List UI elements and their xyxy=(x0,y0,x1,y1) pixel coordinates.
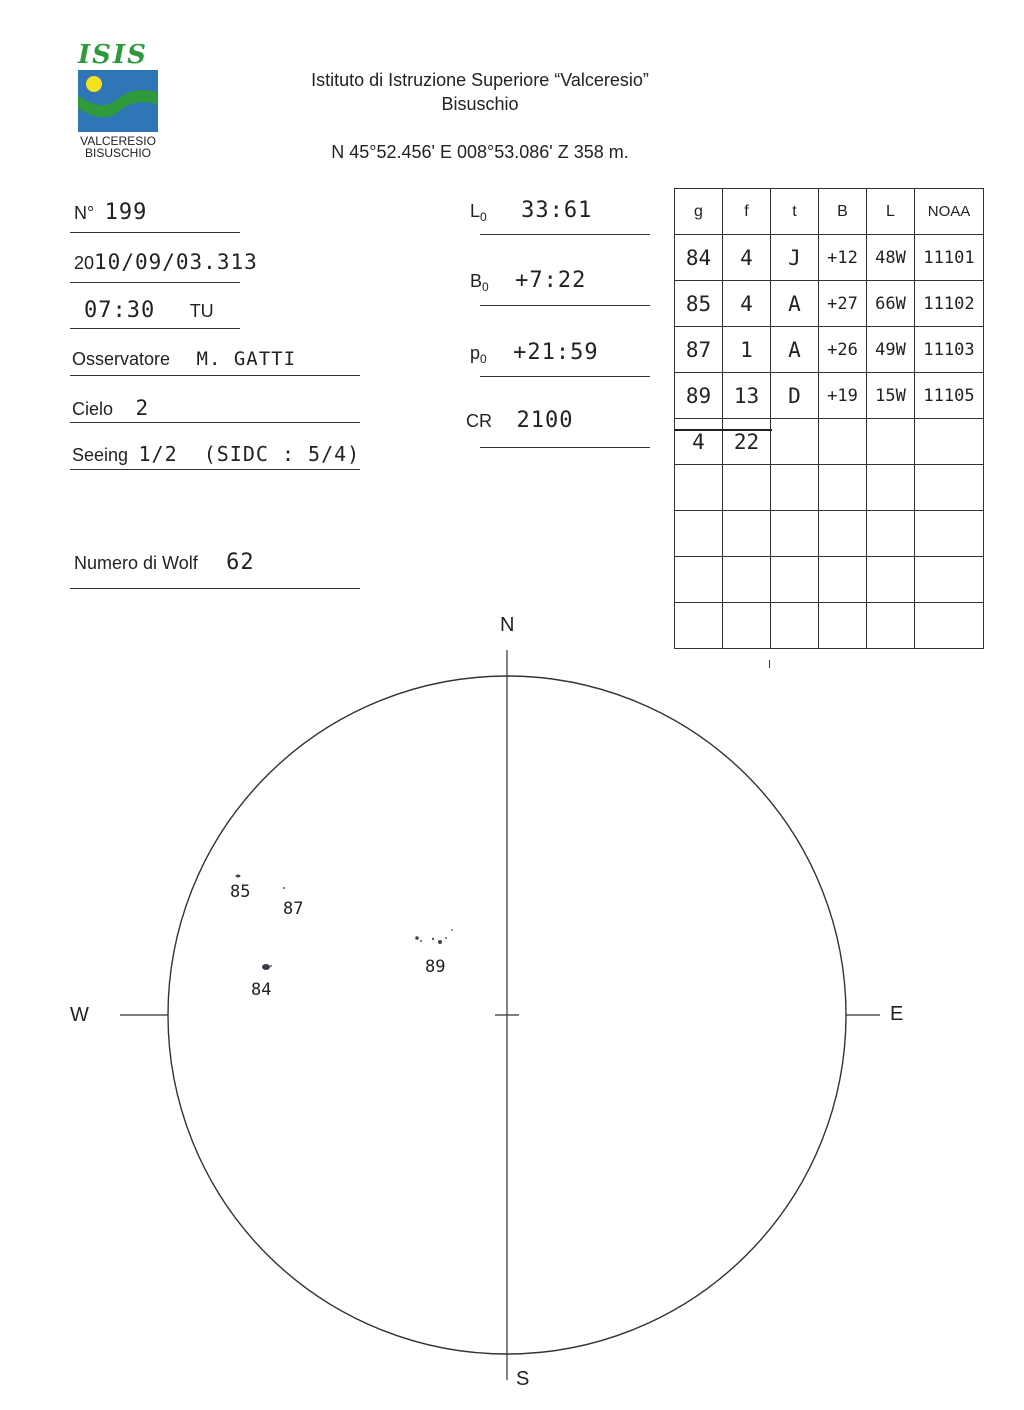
cell-l: 66W xyxy=(867,281,915,327)
l0-underline xyxy=(480,234,650,235)
cell-b: +26 xyxy=(819,327,867,373)
cell-g: 87 xyxy=(675,327,723,373)
institute-town: Bisuschio xyxy=(441,94,519,114)
b0-underline xyxy=(480,305,650,306)
institute-name: Istituto di Istruzione Superiore “Valceresio” xyxy=(311,70,649,90)
direction-south: S xyxy=(516,1368,530,1390)
cell-f: 13 xyxy=(723,373,771,419)
time-unit: TU xyxy=(189,301,214,321)
field-seeing xyxy=(72,442,360,466)
observer-label: Osservatore xyxy=(72,349,171,369)
cr-label: CR xyxy=(466,411,492,431)
cell-f: 4 xyxy=(723,281,771,327)
logo-icon xyxy=(78,70,158,132)
sunspot-group-85-spots xyxy=(236,875,241,878)
direction-west: W xyxy=(70,1004,89,1026)
cell-g xyxy=(675,465,723,511)
field-time xyxy=(84,298,214,323)
cell-b xyxy=(819,557,867,603)
group-label-87: 87 xyxy=(283,899,304,919)
date-value: 10/09/03.313 xyxy=(94,250,258,274)
cell-l: 49W xyxy=(867,327,915,373)
field-sky xyxy=(72,396,149,420)
number-value: 199 xyxy=(104,200,148,225)
wolf-label: Numero di Wolf xyxy=(74,553,198,573)
cell-l: 15W xyxy=(867,373,915,419)
cell-b xyxy=(819,419,867,465)
cell-t: J xyxy=(771,235,819,281)
date-prefix: 20 xyxy=(74,253,95,273)
sky-value: 2 xyxy=(135,396,150,420)
sunspot-group-89-spots xyxy=(415,929,453,944)
table-row xyxy=(675,373,984,419)
header-noaa: NOAA xyxy=(915,189,984,235)
site-coordinates: N 45°52.456' E 008°53.086' Z 358 m. xyxy=(331,142,629,162)
cell-b xyxy=(819,511,867,557)
sunspot-group-87-spots xyxy=(283,887,285,889)
l0-label: $L_0$ xyxy=(470,201,487,224)
table-row xyxy=(675,419,984,465)
seeing-value: 1/2 (SIDC : 5/4) xyxy=(138,442,361,466)
field-date xyxy=(74,250,258,274)
b0-label: $B_0$ xyxy=(470,271,489,294)
header-f: f xyxy=(723,189,771,235)
header-l: L xyxy=(867,189,915,235)
cell-g: 84 xyxy=(675,235,723,281)
cell-noaa: 11101 xyxy=(915,235,984,281)
cell-t xyxy=(771,557,819,603)
field-number xyxy=(74,200,147,225)
group-label-84: 84 xyxy=(251,980,272,1000)
field-p0 xyxy=(470,340,599,366)
time-underline xyxy=(70,328,240,329)
wolf-underline xyxy=(70,588,360,589)
cell-l xyxy=(867,511,915,557)
cr-value: 2100 xyxy=(516,408,574,433)
cell-g: 85 xyxy=(675,281,723,327)
cell-t: D xyxy=(771,373,819,419)
cell-f: 4 xyxy=(723,235,771,281)
field-wolf xyxy=(74,550,255,575)
solar-disk-drawing xyxy=(0,600,1024,1400)
cell-b: +27 xyxy=(819,281,867,327)
table-row xyxy=(675,557,984,603)
direction-north: N xyxy=(500,614,515,636)
observer-underline xyxy=(70,375,360,376)
cell-b xyxy=(819,465,867,511)
cell-f xyxy=(723,557,771,603)
table-row xyxy=(675,235,984,281)
table-row xyxy=(675,327,984,373)
cr-underline xyxy=(480,447,650,448)
cell-noaa xyxy=(915,465,984,511)
group-label-85: 85 xyxy=(230,882,251,902)
date-underline xyxy=(70,282,240,283)
cell-f: 22 xyxy=(723,419,771,465)
number-underline xyxy=(70,232,240,233)
table-header-row xyxy=(675,189,984,235)
cell-t: A xyxy=(771,281,819,327)
time-value: 07:30 xyxy=(84,298,156,323)
cell-b: +19 xyxy=(819,373,867,419)
cell-t xyxy=(771,465,819,511)
observer-value: M. GATTI xyxy=(196,348,297,370)
cell-t xyxy=(771,419,819,465)
cell-l: 48W xyxy=(867,235,915,281)
group-label-89: 89 xyxy=(425,957,446,977)
p0-underline xyxy=(480,376,650,377)
logo-line-1: VALCERESIO xyxy=(80,134,156,148)
table-hand-stroke xyxy=(674,429,772,431)
logo-caption xyxy=(70,135,166,159)
header-b: B xyxy=(819,189,867,235)
cell-noaa xyxy=(915,557,984,603)
sky-underline xyxy=(70,422,360,423)
field-b0 xyxy=(470,268,586,294)
b0-value: +7:22 xyxy=(515,268,587,293)
sunspot-group-84-spots xyxy=(262,964,272,970)
field-cr xyxy=(466,408,573,433)
cell-g xyxy=(675,557,723,603)
cell-noaa: 11103 xyxy=(915,327,984,373)
number-label: N° xyxy=(74,203,95,223)
wolf-value: 62 xyxy=(226,550,255,575)
logo-mark: ISIS xyxy=(78,40,148,70)
p0-label: $p_0$ xyxy=(470,343,487,366)
cell-g xyxy=(675,511,723,557)
header-g: g xyxy=(675,189,723,235)
field-observer xyxy=(72,348,296,370)
field-l0 xyxy=(470,198,592,224)
cell-f: 1 xyxy=(723,327,771,373)
sunspot-table xyxy=(674,188,984,649)
direction-east: E xyxy=(890,1003,904,1025)
cell-l xyxy=(867,419,915,465)
table-row xyxy=(675,465,984,511)
seeing-label: Seeing xyxy=(72,445,129,465)
cell-t: A xyxy=(771,327,819,373)
cell-noaa: 11105 xyxy=(915,373,984,419)
cell-noaa xyxy=(915,511,984,557)
cell-g: 89 xyxy=(675,373,723,419)
seeing-underline xyxy=(70,469,360,470)
p0-value: +21:59 xyxy=(513,340,599,365)
l0-value: 33:61 xyxy=(521,198,593,223)
cell-noaa xyxy=(915,419,984,465)
cell-f xyxy=(723,511,771,557)
table-row xyxy=(675,511,984,557)
cell-t xyxy=(771,511,819,557)
cell-l xyxy=(867,465,915,511)
cell-g: 4 xyxy=(675,419,723,465)
logo-line-2: BISUSCHIO xyxy=(84,146,151,160)
cell-noaa: 11102 xyxy=(915,281,984,327)
cell-b: +12 xyxy=(819,235,867,281)
sky-label: Cielo xyxy=(72,399,114,419)
cell-l xyxy=(867,557,915,603)
header-t: t xyxy=(771,189,819,235)
cell-f xyxy=(723,465,771,511)
table-row xyxy=(675,281,984,327)
